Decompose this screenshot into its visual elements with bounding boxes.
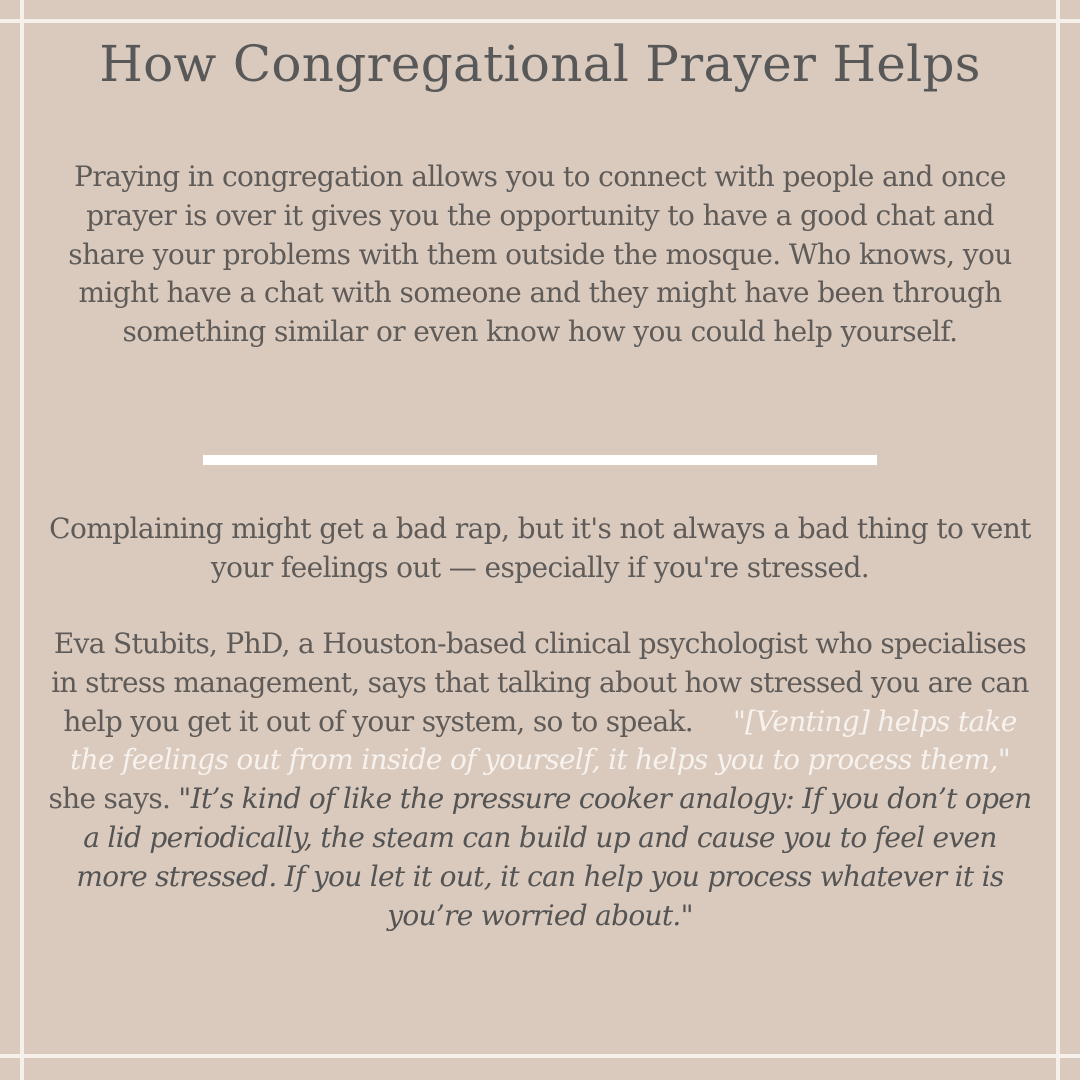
- page-title: How Congregational Prayer Helps: [99, 35, 981, 93]
- quote-attribution: she says.: [48, 782, 171, 816]
- frame-line-top: [0, 19, 1080, 23]
- frame-line-left: [20, 0, 24, 1080]
- frame-line-bottom: [0, 1054, 1080, 1058]
- frame-line-right: [1056, 0, 1060, 1080]
- paragraph-psychologist-quote: [45, 625, 1035, 935]
- paragraph-congregation: Praying in congregation allows you to connect with people and once prayer is over it gives you the opportunity to have a good chat and share your problems with them outside the mosque. Who knows, you might have a chat with someone and they might have been through something similar or even know how you could help yourself.: [68, 160, 1012, 349]
- paragraph-complaining: Complaining might get a bad rap, but it's not always a bad thing to vent your feelings out — especially if you're stressed.: [49, 512, 1031, 584]
- pressure-cooker-quote: "It’s kind of like the pressure cooker analogy: If you don’t open a lid periodically, the steam can build up and cause you to feel even more stressed. If you let it out, it can help you process whatever it is you’re worried about.": [76, 782, 1032, 932]
- venting-quote: "[Venting] helps take the feelings out from inside of yourself, it helps you to process them,": [70, 704, 1017, 777]
- section-divider: [203, 455, 877, 465]
- psychologist-intro: Eva Stubits, PhD, a Houston-based clinical psychologist who specialises in stress management, says that talking about how stressed you are can help you get it out of your system, so to speak.: [51, 627, 1029, 738]
